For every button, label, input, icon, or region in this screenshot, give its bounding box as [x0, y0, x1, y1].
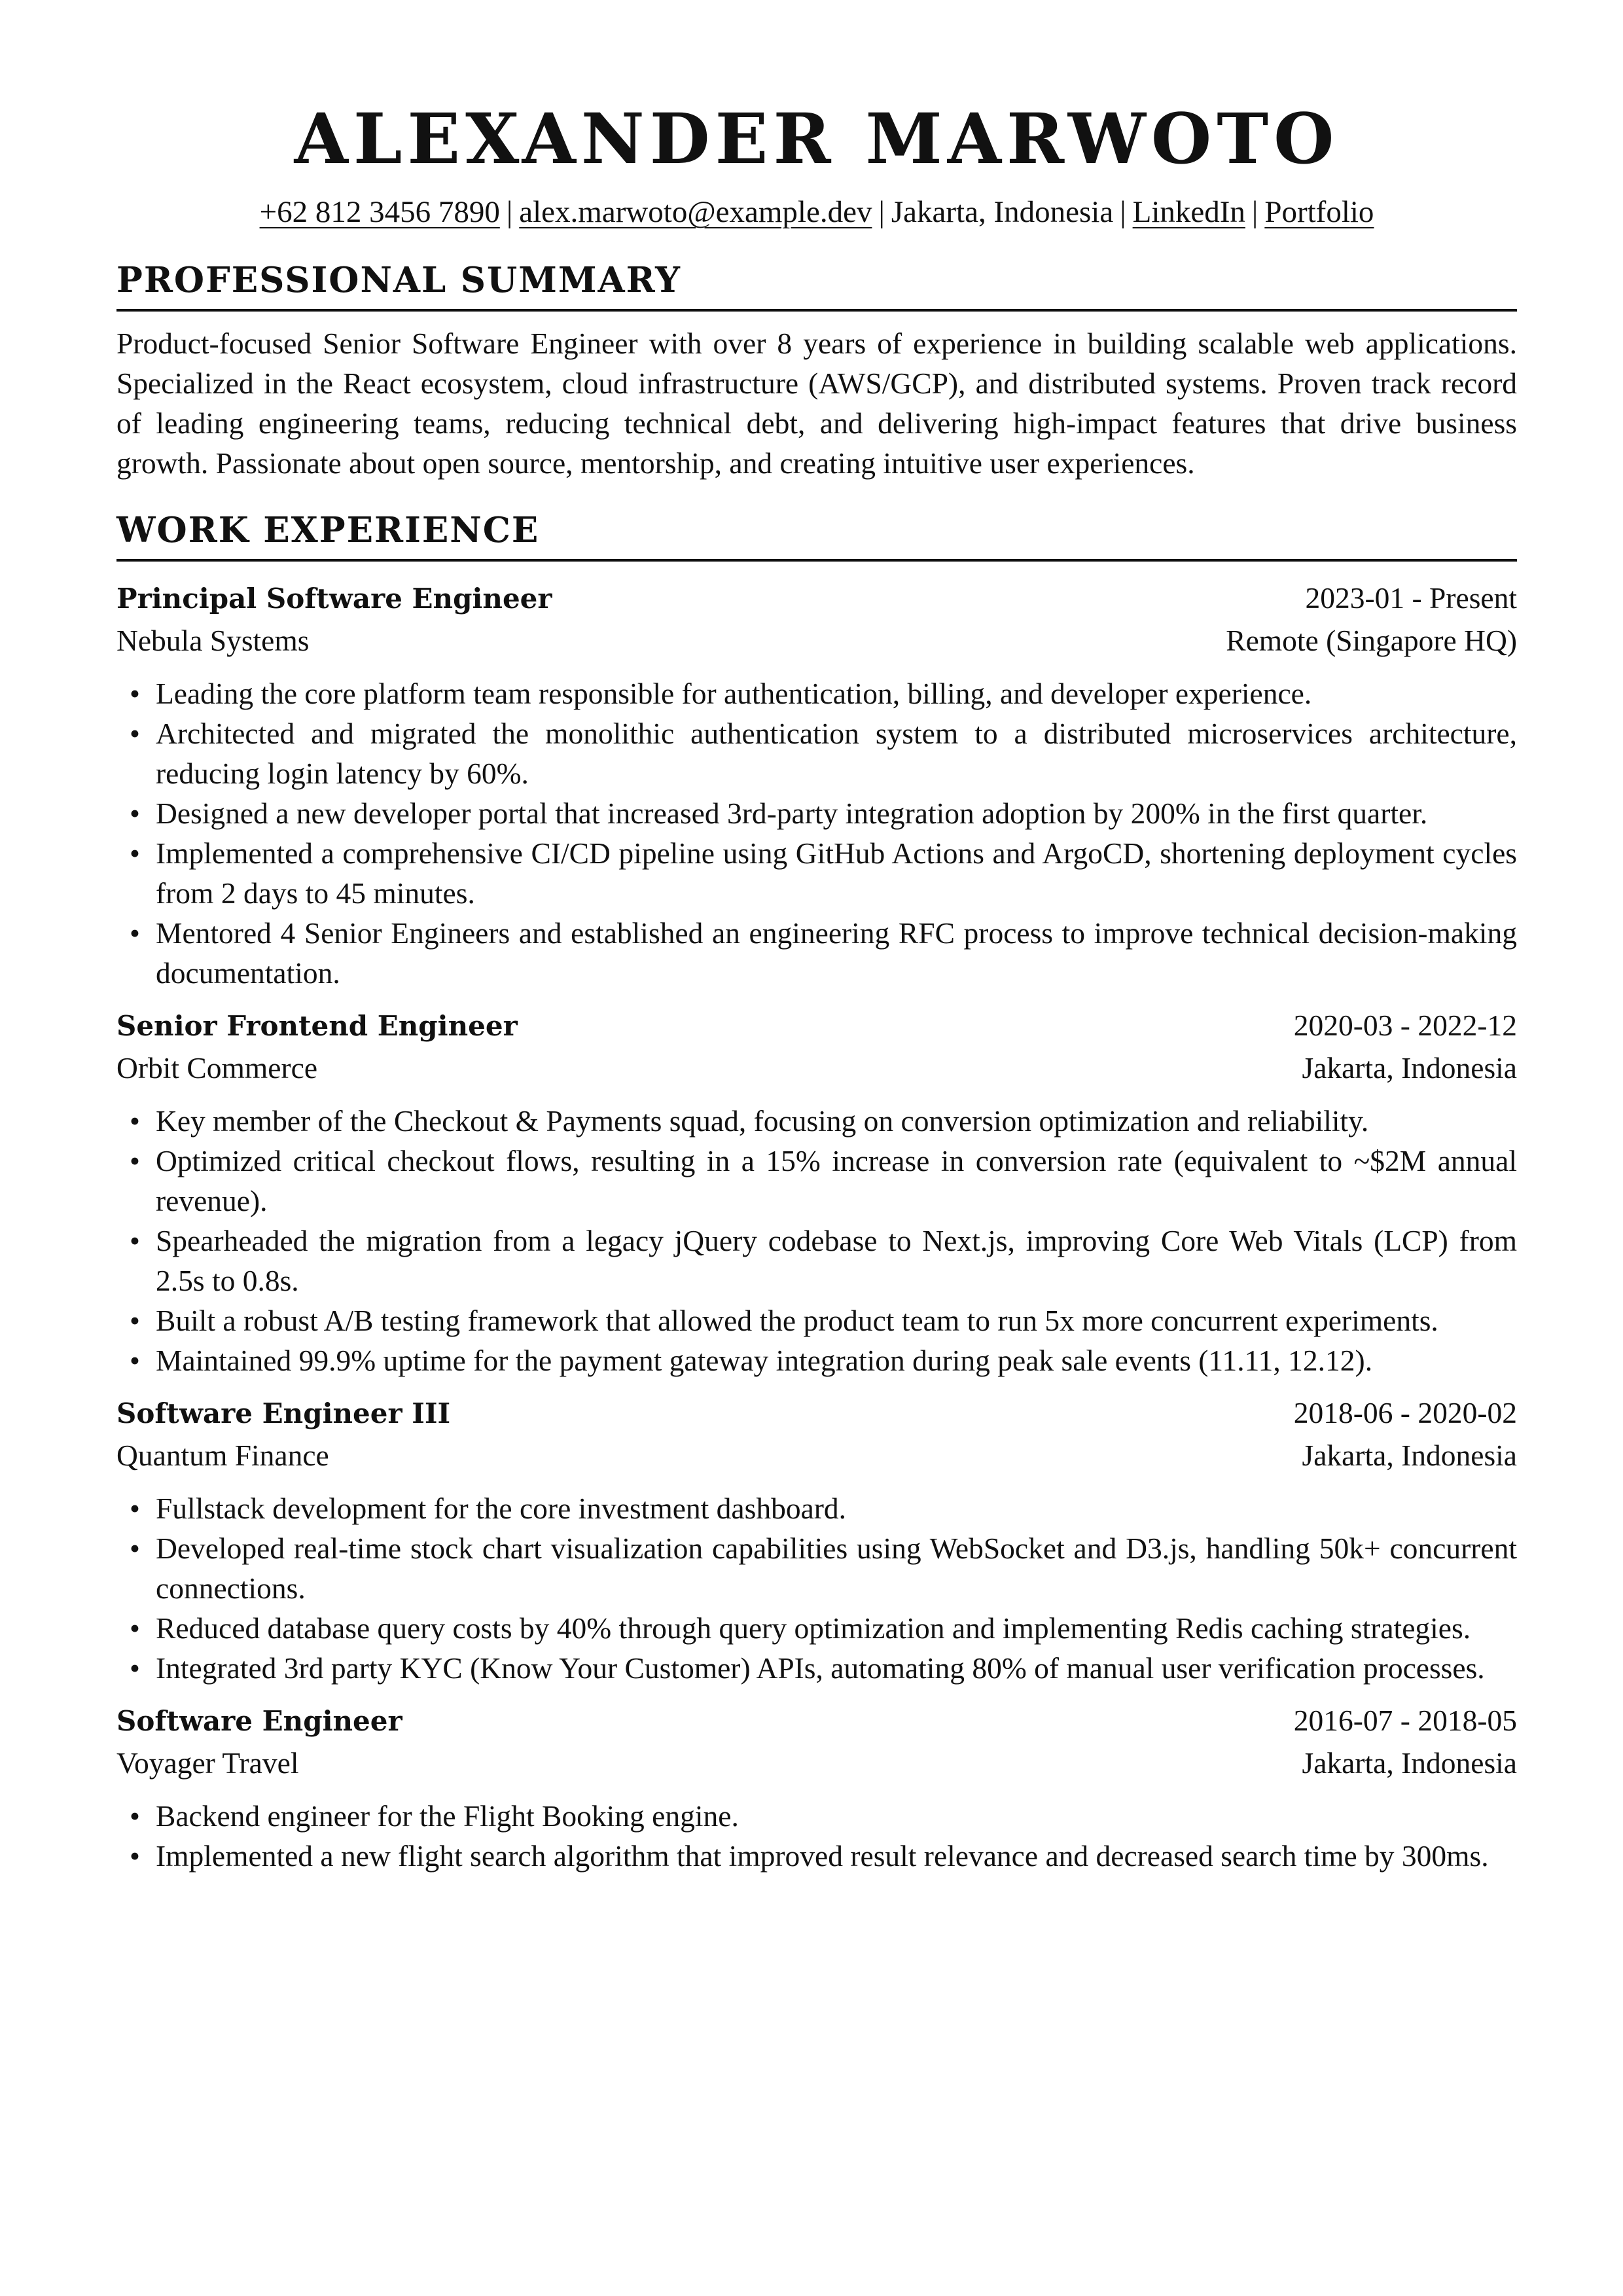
job-bullets — [116, 1101, 1517, 1380]
bullet-item — [116, 673, 1517, 713]
bullet-text: Designed a new developer portal that increased 3rd-party integration adoption by 200% in the first quarter. — [156, 797, 1428, 830]
bullet-item — [116, 713, 1517, 793]
phone-link[interactable]: +62 812 3456 7890 — [259, 195, 500, 229]
section-heading-experience: WORK EXPERIENCE — [116, 509, 1517, 562]
bullet-dot: • — [130, 1839, 140, 1873]
bullet-dot: • — [130, 1304, 140, 1337]
job-entry — [116, 1005, 1517, 1380]
candidate-name: ALEXANDER MARWOTO — [294, 98, 1340, 179]
bullet-item — [116, 913, 1517, 993]
bullet-dot: • — [130, 1611, 140, 1645]
job-company: Voyager Travel — [116, 1746, 299, 1780]
job-entry — [116, 1700, 1517, 1876]
experience-section — [116, 509, 1517, 1876]
bullet-dot: • — [130, 1224, 140, 1257]
bullet-item — [116, 833, 1517, 913]
bullet-text: Integrated 3rd party KYC (Know Your Customer) APIs, automating 80% of manual user verification processes. — [156, 1651, 1485, 1685]
bullet-text: Built a robust A/B testing framework that allowed the product team to run 5x more concurrent experiments. — [156, 1304, 1438, 1337]
job-entry — [116, 1392, 1517, 1688]
bullet-text: Implemented a new flight search algorithm that improved result relevance and decreased search time by 300ms. — [156, 1839, 1489, 1873]
job-company-row — [116, 1742, 1517, 1784]
bullet-item — [116, 1836, 1517, 1876]
bullet-dot: • — [130, 1651, 140, 1685]
bullet-text: Implemented a comprehensive CI/CD pipeline using GitHub Actions and ArgoCD, shortening deployment cycles from 2 days to 45 minutes. — [156, 836, 1517, 910]
job-title: Software Engineer III — [116, 1397, 451, 1429]
bullet-dot: • — [130, 1144, 140, 1177]
bullet-dot: • — [130, 797, 140, 830]
bullet-item — [116, 1300, 1517, 1340]
job-header-row — [116, 1700, 1517, 1742]
portfolio-link[interactable]: Portfolio — [1264, 195, 1374, 229]
job-bullets — [116, 673, 1517, 993]
bullet-item — [116, 1221, 1517, 1300]
bullet-item — [116, 1608, 1517, 1648]
job-header-row — [116, 1005, 1517, 1047]
summary-section — [116, 259, 1517, 483]
job-company: Quantum Finance — [116, 1439, 329, 1472]
bullet-dot: • — [130, 1492, 140, 1525]
bullet-dot: • — [130, 1532, 140, 1565]
bullet-dot: • — [130, 677, 140, 710]
bullet-text: Architected and migrated the monolithic authentication system to a distributed microservices architecture, reducing login latency by 60%. — [156, 717, 1517, 790]
contact-separator: | — [506, 195, 513, 229]
job-entry — [116, 577, 1517, 993]
job-dates: 2016-07 - 2018-05 — [1293, 1704, 1517, 1737]
bullet-item — [116, 1796, 1517, 1836]
contact-line — [116, 192, 1517, 232]
contact-separator: | — [878, 195, 885, 229]
job-bullets — [116, 1488, 1517, 1688]
bullet-text: Reduced database query costs by 40% through query optimization and implementing Redis caching strategies. — [156, 1611, 1471, 1645]
job-location: Remote (Singapore HQ) — [1226, 624, 1517, 657]
bullet-dot: • — [130, 1104, 140, 1138]
job-company: Orbit Commerce — [116, 1051, 318, 1085]
job-location: Jakarta, Indonesia — [1302, 1439, 1517, 1472]
bullet-item — [116, 1488, 1517, 1528]
section-heading-summary: PROFESSIONAL SUMMARY — [116, 259, 1517, 312]
bullet-text: Spearheaded the migration from a legacy jQuery codebase to Next.js, improving Core Web Vitals (LCP) from 2.5s to 0.8s. — [156, 1224, 1517, 1297]
bullet-text: Mentored 4 Senior Engineers and established an engineering RFC process to improve technical decision-making documentation. — [156, 916, 1517, 990]
bullet-dot: • — [130, 916, 140, 950]
job-bullets — [116, 1796, 1517, 1876]
job-title: Senior Frontend Engineer — [116, 1010, 518, 1042]
job-company-row — [116, 1047, 1517, 1089]
job-location: Jakarta, Indonesia — [1302, 1051, 1517, 1085]
job-company-row — [116, 620, 1517, 662]
job-title: Software Engineer — [116, 1705, 402, 1737]
job-company: Nebula Systems — [116, 624, 310, 657]
job-dates: 2020-03 - 2022-12 — [1293, 1009, 1517, 1042]
job-location: Jakarta, Indonesia — [1302, 1746, 1517, 1780]
job-dates: 2018-06 - 2020-02 — [1293, 1396, 1517, 1429]
resume-page — [116, 0, 1517, 1876]
job-header-row — [116, 577, 1517, 620]
bullet-dot: • — [130, 1344, 140, 1377]
bullet-text: Backend engineer for the Flight Booking engine. — [156, 1799, 739, 1833]
job-dates: 2023-01 - Present — [1305, 581, 1517, 615]
bullet-item — [116, 1340, 1517, 1380]
bullet-item — [116, 1528, 1517, 1608]
job-list — [116, 577, 1517, 1876]
bullet-item — [116, 1648, 1517, 1688]
bullet-dot: • — [130, 836, 140, 870]
location-text: Jakarta, Indonesia — [891, 195, 1114, 229]
contact-separator: | — [1251, 195, 1258, 229]
bullet-text: Key member of the Checkout & Payments squad, focusing on conversion optimization and reliability. — [156, 1104, 1369, 1138]
bullet-text: Optimized critical checkout flows, resulting in a 15% increase in conversion rate (equivalent to ~$2M annual revenue). — [156, 1144, 1517, 1217]
bullet-text: Leading the core platform team responsible for authentication, billing, and developer experience. — [156, 677, 1312, 710]
summary-text: Product-focused Senior Software Engineer with over 8 years of experience in building scalable web applications. Specialized in the React ecosystem, cloud infrastructure (AWS/GCP), and distributed systems. Proven track record of leading engineering teams, reducing technical debt, and delivering high-impact features that drive business growth. Passionate about open source, mentorship, and creating intuitive user experiences. — [116, 327, 1517, 480]
contact-separator: | — [1120, 195, 1126, 229]
bullet-dot: • — [130, 1799, 140, 1833]
linkedin-link[interactable]: LinkedIn — [1132, 195, 1245, 229]
bullet-text: Maintained 99.9% uptime for the payment gateway integration during peak sale events (11.11, 12.12). — [156, 1344, 1373, 1377]
job-header-row — [116, 1392, 1517, 1435]
bullet-text: Developed real-time stock chart visualization capabilities using WebSocket and D3.js, handling 50k+ concurrent connections. — [156, 1532, 1517, 1605]
bullet-item — [116, 1101, 1517, 1141]
job-company-row — [116, 1435, 1517, 1477]
bullet-item — [116, 793, 1517, 833]
bullet-text: Fullstack development for the core investment dashboard. — [156, 1492, 847, 1525]
bullet-dot: • — [130, 717, 140, 750]
email-link[interactable]: alex.marwoto@example.dev — [519, 195, 872, 229]
bullet-item — [116, 1141, 1517, 1221]
job-title: Principal Software Engineer — [116, 583, 552, 615]
